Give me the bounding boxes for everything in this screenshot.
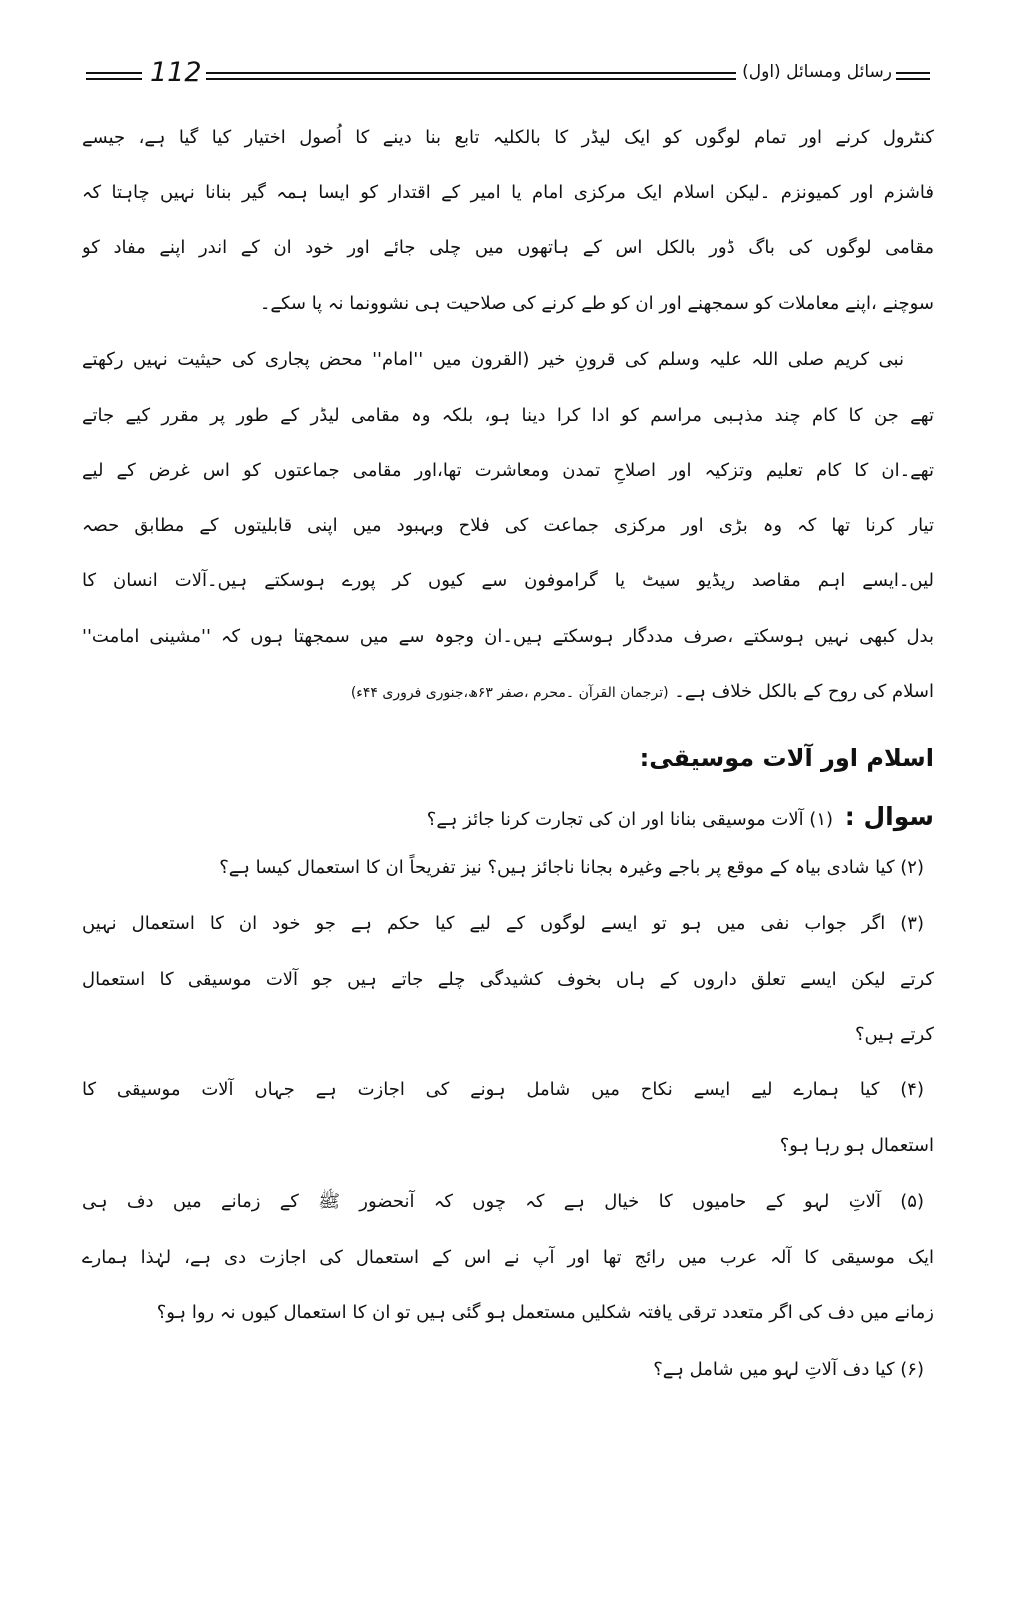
header-rule-right-2 bbox=[896, 78, 930, 80]
header-rule-left bbox=[86, 72, 142, 74]
question-6: (۶) کیا دف آلاتِ لہو میں شامل ہے؟ bbox=[653, 1359, 924, 1380]
question-4-line-1: (۴) کیا ہمارے لیے ایسے نکاح میں شامل ہونے کی اجازت ہے جہاں آلات موسیقی کا bbox=[82, 1079, 924, 1100]
paragraph-1-line-2: فاشزم اور کمیونزم ۔لیکن اسلام ایک مرکزی امام یا امیر کے اقتدار کو ایسا ہمہ گیر بنانا نہیں چاہتا کہ bbox=[82, 182, 934, 203]
question-label: سوال : bbox=[844, 802, 934, 831]
page-number: 112 bbox=[150, 57, 202, 88]
paragraph-2-closing: اسلام کی روح کے بالکل خلاف ہے۔ bbox=[674, 681, 934, 702]
paragraph-2-line-4: تیار کرنا تھا کہ وہ بڑی اور مرکزی جماعت کی فلاح وبہبود میں اپنی قابلیتوں کے مطابق حصہ bbox=[82, 515, 934, 536]
question-2: (۲) کیا شادی بیاہ کے موقع پر باجے وغیرہ بجانا ناجائز ہیں؟ نیز تفریحاً ان کا استعمال کیسا ہے؟ bbox=[219, 857, 924, 878]
header-rule-left-2 bbox=[86, 78, 142, 80]
header-rule-middle bbox=[206, 72, 736, 74]
section-heading: اسلام اور آلات موسیقی: bbox=[639, 744, 934, 772]
paragraph-2-line-1: نبی کریم صلی اللہ علیہ وسلم کی قرونِ خیر (القرون میں ''امام'' محض پجاری کی حیثیت نہیں رکھتے bbox=[82, 349, 904, 370]
paragraph-2-line-2: تھے جن کا کام چند مذہبی مراسم کو ادا کرا دینا ہو، بلکہ وہ مقامی لیڈر کے طور پر مقرر کیے جاتے bbox=[82, 405, 934, 426]
paragraph-1-line-1: کنٹرول کرنے اور تمام لوگوں کو ایک لیڈر کا بالکلیہ تابع بنا دینے کا اُصول اختیار کیا گیا ہے، جیسے bbox=[82, 127, 934, 148]
header-rule-middle-2 bbox=[206, 78, 736, 80]
source-citation: (ترجمان القرآن ۔محرم ،صفر ۶۳ھ،جنوری فروری ۴۴ء) bbox=[350, 685, 669, 701]
running-header bbox=[82, 54, 934, 98]
paragraph-2-last-line bbox=[82, 672, 934, 713]
question-4-line-2: استعمال ہو رہا ہو؟ bbox=[779, 1135, 934, 1156]
paragraph-2-line-6: بدل کبھی نہیں ہوسکتے ،صرف مددگار ہوسکتے ہیں۔ان وجوہ سے میں سمجھتا ہوں کہ ''مشینی امامت'' bbox=[82, 626, 934, 647]
question-5-line-2: ایک موسیقی کا آلہ عرب میں رائج تھا اور آپ نے اس کے استعمال کی اجازت دی ہے، لہٰذا ہمارے bbox=[82, 1247, 934, 1268]
header-rule-right bbox=[896, 72, 930, 74]
question-1-text: (۱) آلات موسیقی بنانا اور ان کی تجارت کرنا جائز ہے؟ bbox=[426, 809, 834, 830]
question-3-line-3: کرتے ہیں؟ bbox=[854, 1024, 934, 1045]
question-3-line-2: کرتے لیکن ایسے تعلق داروں کے ہاں بخوف کشیدگی چلے جاتے ہیں جو آلات موسیقی کا استعمال bbox=[82, 969, 934, 990]
paragraph-1-line-4: سوچنے ،اپنے معاملات کو سمجھنے اور ان کو طے کرنے کی صلاحیت ہی نشوونما نہ پا سکے۔ bbox=[259, 293, 934, 314]
question-5-line-1: (۵) آلاتِ لہو کے حامیوں کا خیال ہے کہ چوں کہ آنحضور ﷺ کے زمانے میں دف ہی bbox=[82, 1191, 924, 1212]
question-3-line-1: (۳) اگر جواب نفی میں ہو تو ایسے لوگوں کے لیے کیا حکم ہے جو خود ان کا استعمال نہیں bbox=[82, 913, 924, 934]
running-title: رسائل ومسائل (اول) bbox=[742, 62, 892, 82]
paragraph-2-line-5: لیں۔ایسے اہم مقاصد ریڈیو سیٹ یا گراموفون سے کیوں کر پورے ہوسکتے ہیں۔آلات انسان کا bbox=[82, 570, 934, 591]
question-5-line-3: زمانے میں دف کی اگر متعدد ترقی یافتہ شکلیں مستعمل ہو گئی ہیں تو ان کا استعمال کیوں نہ روا ہو؟ bbox=[156, 1302, 934, 1323]
paragraph-2-line-3: تھے۔ان کا کام تعلیم وتزکیہ اور اصلاحِ تمدن ومعاشرت تھا،اور مقامی جماعتوں کو اس غرض کے لیے bbox=[82, 460, 934, 481]
question-1 bbox=[82, 797, 934, 840]
paragraph-1-line-3: مقامی لوگوں کی باگ ڈور بالکل اس کے ہاتھوں میں چلی جائے اور خود ان کے اندر اپنے مفاد کو bbox=[82, 237, 934, 258]
